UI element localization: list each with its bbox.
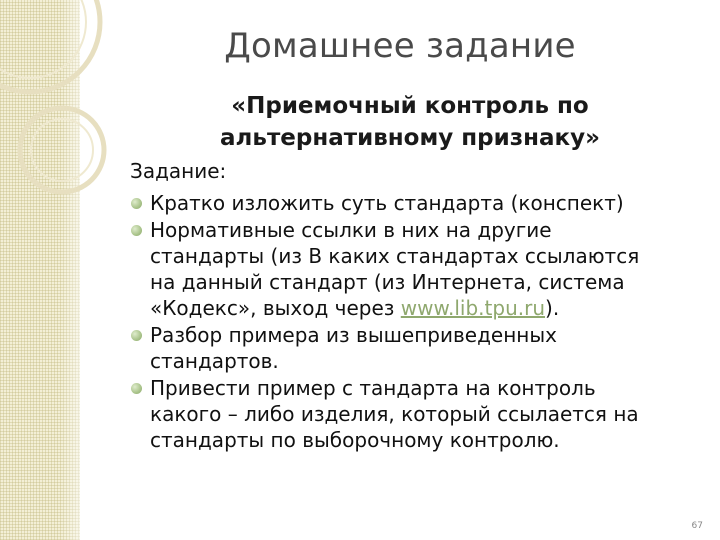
list-item	[130, 217, 700, 321]
subtitle-line: «Приемочный контроль по	[231, 93, 589, 119]
list-item	[130, 190, 700, 216]
list-item	[130, 375, 700, 453]
bullet-text: Разбор примера из вышеприведенных	[150, 323, 557, 347]
task-list	[130, 190, 700, 454]
bullet-dot-icon	[131, 225, 142, 236]
task-label: Задание:	[130, 159, 227, 183]
bullet-text: стандарты (из В каких стандартах ссылаются	[150, 244, 640, 268]
bullet-text: Кратко изложить суть стандарта (конспект)	[150, 191, 624, 215]
website-link[interactable]: www.lib.tpu.ru	[400, 296, 546, 320]
bullet-text: Нормативные ссылки в них на другие	[150, 218, 552, 242]
bullet-text: какого – либо изделия, который ссылается на	[150, 402, 639, 426]
bullet-dot-icon	[131, 330, 142, 341]
bullet-text: стандарты по выборочному контролю.	[150, 428, 560, 452]
bullet-text: Привести пример с тандарта на контроль	[150, 376, 596, 400]
page-number: 67	[691, 521, 703, 531]
page-title: Домашнее задание	[224, 26, 576, 66]
bullet-text: ).	[545, 296, 560, 320]
bullet-text: на данный стандарт (из Интернета, система	[150, 270, 625, 294]
bullet-text: стандартов.	[150, 349, 279, 373]
bullet-dot-icon	[131, 383, 142, 394]
bullet-dot-icon	[131, 198, 142, 209]
subtitle	[150, 90, 670, 154]
bullet-text-with-link	[150, 295, 700, 321]
list-item	[130, 322, 700, 374]
subtitle-line: альтернативному признаку»	[220, 125, 600, 151]
bullet-text: «Кодекс», выход через	[150, 296, 401, 320]
